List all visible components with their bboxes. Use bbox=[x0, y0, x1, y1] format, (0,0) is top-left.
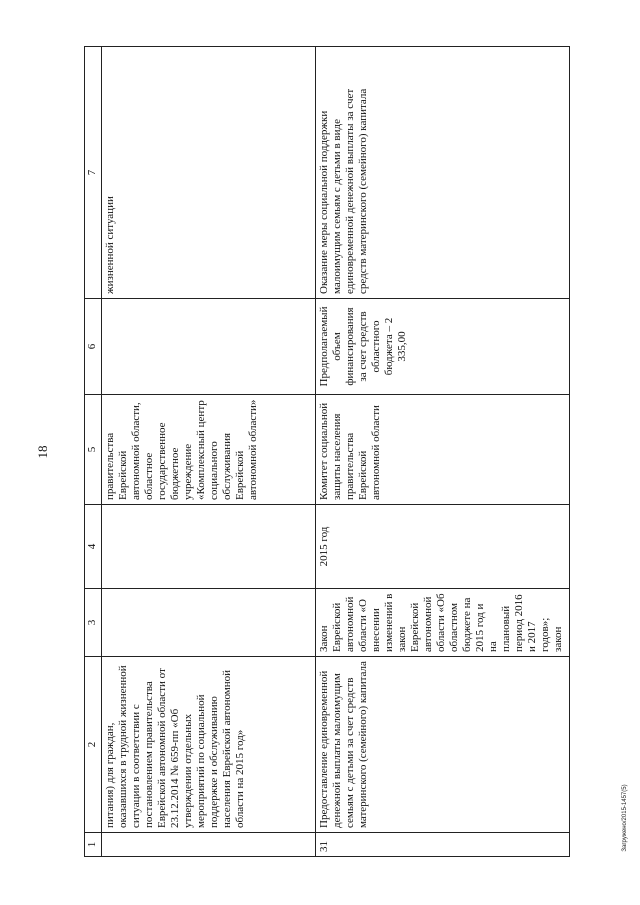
cell-description: питания) для граждан, оказавшихся в трудной жизненной ситуации в соответствии с постановлением правительства Еврейской автономной области от 23.12.2014 № 659-пп «Об утверждении отдельных мероприятий по социальной поддержке и обслуживанию населения Еврейской автономной области на 2015 год» bbox=[102, 657, 316, 833]
header-row bbox=[85, 47, 102, 857]
header-cell: 7 bbox=[85, 47, 102, 299]
cell-executor: правительства Еврейской автономной области, областное государственное бюджетное учреждение «Комплексный центр социального обслуживания Еврейской автономной области» bbox=[102, 395, 316, 505]
cell-number bbox=[102, 833, 316, 857]
header-cell: 4 bbox=[85, 505, 102, 589]
cell-period bbox=[102, 505, 316, 589]
cell-funding bbox=[102, 299, 316, 395]
cell-description: Предоставление единовременной денежной выплаты малоимущим семьям с детьми за счет средств материнского (семейного) капитала bbox=[315, 657, 569, 833]
cell-period: 2015 год bbox=[315, 505, 569, 589]
rotated-table-wrapper bbox=[84, 47, 570, 857]
upload-watermark: Загружено/2015-1457(5) bbox=[622, 784, 628, 852]
cell-result: Оказание меры социальной поддержки малоимущим семьям с детьми в виде единовременной денежной выплаты за счет средств материнского (семейного) капитала bbox=[315, 47, 569, 299]
page-number: 18 bbox=[35, 445, 50, 459]
cell-legal-basis: Закон Еврейской автономной области «О внесении изменений в закон Еврейской автономной области «Об областном бюджете на 2015 год и на плановый период 2016 и 2017 годов»; закон bbox=[315, 589, 569, 657]
cell-result: жизненной ситуации bbox=[102, 47, 316, 299]
cell-executor: Комитет социальной защиты населения правительства Еврейской автономной области bbox=[315, 395, 569, 505]
header-cell: 1 bbox=[85, 833, 102, 857]
header-cell: 2 bbox=[85, 657, 102, 833]
cell-legal-basis bbox=[102, 589, 316, 657]
measures-table bbox=[84, 46, 570, 857]
header-cell: 5 bbox=[85, 395, 102, 505]
header-cell: 6 bbox=[85, 299, 102, 395]
table-row bbox=[315, 47, 569, 857]
header-cell: 3 bbox=[85, 589, 102, 657]
table-row bbox=[102, 47, 316, 857]
cell-number: 31 bbox=[315, 833, 569, 857]
cell-funding: Предполагаемый объем финансирования за счет средств областного бюджета – 2 335,00 bbox=[315, 299, 569, 395]
